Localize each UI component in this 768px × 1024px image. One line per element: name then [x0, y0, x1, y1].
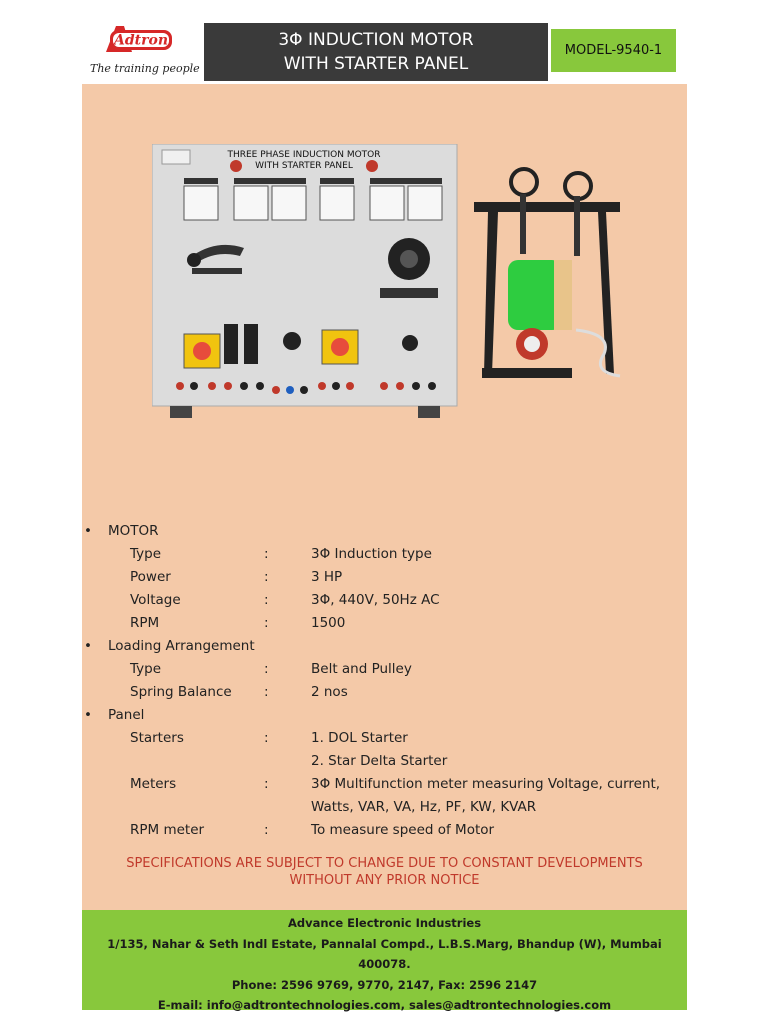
spec-value: 1. DOL Starter: [311, 730, 408, 746]
spec-value: 2. Star Delta Starter: [311, 753, 448, 769]
spec-label: RPM meter: [130, 822, 205, 838]
spec-row: [84, 589, 684, 612]
title-line-1: 3Φ INDUCTION MOTOR: [278, 30, 474, 50]
spec-row: [84, 612, 684, 635]
spec-label: Starters: [130, 730, 184, 746]
section-title-panel: Panel: [108, 707, 145, 723]
logo-wordmark: Adtron: [113, 32, 169, 49]
spec-colon: :: [264, 684, 269, 700]
panel-label-2: WITH STARTER PANEL: [255, 161, 353, 171]
bullet: •: [84, 523, 92, 539]
company-logo: [84, 18, 200, 84]
section-title-motor: MOTOR: [108, 523, 159, 539]
spec-colon: :: [264, 592, 269, 608]
spec-value: 1500: [311, 615, 346, 631]
footer-email: E-mail: info@adtrontechnologies.com, sales@adtrontechnologies.com: [157, 998, 612, 1012]
spec-colon: :: [264, 661, 269, 677]
spec-colon: :: [264, 730, 269, 746]
bullet: •: [84, 638, 92, 654]
spec-section-motor: [84, 520, 684, 543]
spec-value: 3 HP: [311, 569, 343, 585]
spec-value: 3Φ Induction type: [311, 546, 432, 562]
company-footer: [82, 910, 687, 1010]
specifications-list: [84, 520, 684, 842]
spec-row: [84, 750, 684, 773]
spec-colon: :: [264, 822, 269, 838]
footer-company-name: Advance Electronic Industries: [287, 916, 482, 930]
notice-line-1: SPECIFICATIONS ARE SUBJECT TO CHANGE DUE TO CONSTANT DEVELOPMENTS: [126, 856, 643, 871]
spec-label: Power: [130, 569, 171, 585]
motor-stand-image: [474, 169, 620, 378]
page-title: [204, 23, 548, 81]
spec-row: [84, 727, 684, 750]
spec-label: Meters: [130, 776, 177, 792]
spec-label: RPM: [130, 615, 160, 631]
spec-value: 3Φ Multifunction meter measuring Voltage, current,: [311, 776, 661, 792]
spec-value: Watts, VAR, VA, Hz, PF, KW, KVAR: [311, 799, 537, 815]
spec-value: 3Φ, 440V, 50Hz AC: [311, 592, 440, 608]
spec-value: To measure speed of Motor: [311, 822, 495, 838]
model-number-badge: MODEL-9540-1: [551, 29, 676, 72]
spec-section-panel: [84, 704, 684, 727]
specification-notice: [82, 855, 687, 889]
spec-section-loading: [84, 635, 684, 658]
spec-colon: :: [264, 776, 269, 792]
adtron-logo-icon: [102, 22, 178, 58]
section-title-loading: Loading Arrangement: [108, 638, 255, 654]
logo-tagline: The training people: [90, 62, 200, 75]
product-photo: [152, 144, 622, 424]
title-line-2: WITH STARTER PANEL: [283, 54, 469, 74]
spec-value: Belt and Pulley: [311, 661, 412, 677]
spec-row: [84, 658, 684, 681]
spec-colon: :: [264, 569, 269, 585]
bullet: •: [84, 707, 92, 723]
spec-colon: :: [264, 546, 269, 562]
panel-label-1: THREE PHASE INDUCTION MOTOR: [227, 150, 381, 160]
spec-value: 2 nos: [311, 684, 348, 700]
spec-label: Type: [130, 546, 162, 562]
spec-label: Spring Balance: [130, 684, 232, 700]
spec-row: [84, 796, 684, 819]
spec-row: [84, 543, 684, 566]
spec-row: [84, 566, 684, 589]
notice-line-2: WITHOUT ANY PRIOR NOTICE: [289, 873, 480, 888]
spec-label: Type: [130, 661, 162, 677]
spec-label: Voltage: [130, 592, 181, 608]
footer-phone: Phone: 2596 9769, 9770, 2147, Fax: 2596 2147: [231, 977, 538, 992]
spec-row: [84, 819, 684, 842]
footer-address: 1/135, Nahar & Seth Indl Estate, Pannalal Compd., L.B.S.Marg, Bhandup (W), Mumbai 400078.: [107, 936, 662, 971]
spec-colon: :: [264, 615, 269, 631]
spec-row: [84, 681, 684, 704]
spec-row: [84, 773, 684, 796]
